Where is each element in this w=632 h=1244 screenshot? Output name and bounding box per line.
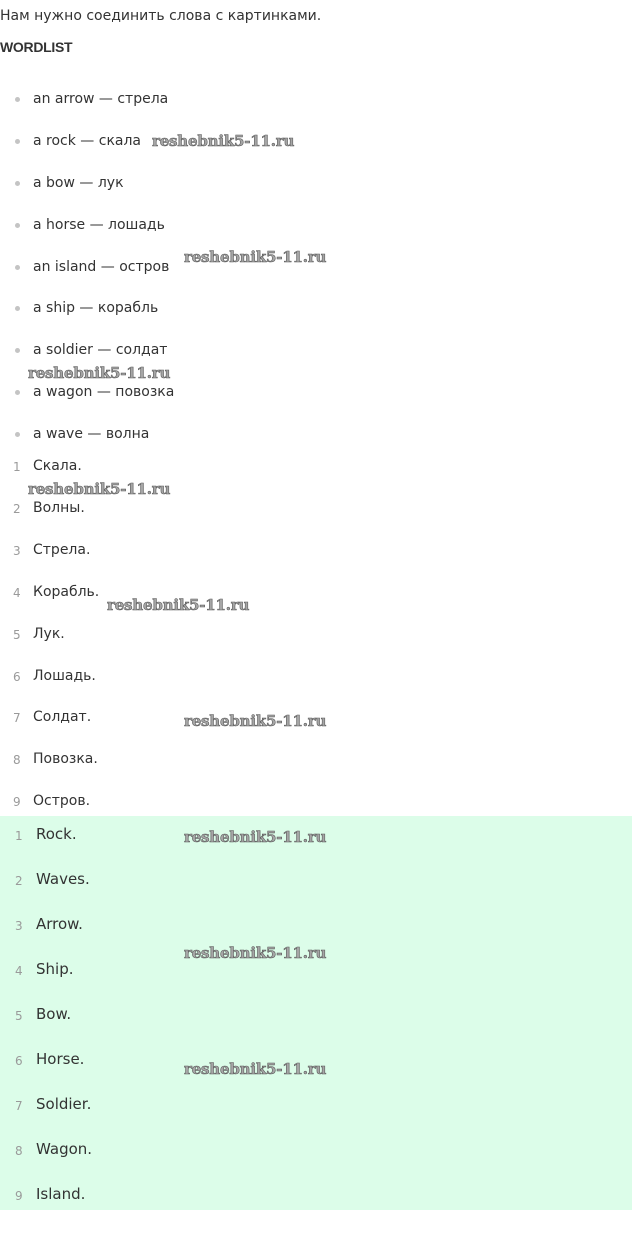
watermark: reshebnik5-11.ru bbox=[184, 828, 327, 846]
watermark: reshebnik5-11.ru bbox=[184, 248, 327, 266]
item-number: 7 bbox=[13, 711, 21, 725]
bullet-icon bbox=[15, 223, 20, 228]
watermark: reshebnik5-11.ru bbox=[107, 596, 250, 614]
wordlist-item-text: a ship — корабль bbox=[33, 300, 159, 316]
item-number: 4 bbox=[13, 586, 21, 600]
item-text: Arrow. bbox=[36, 915, 83, 933]
item-text: Horse. bbox=[36, 1050, 85, 1068]
item-number: 1 bbox=[13, 460, 21, 474]
bullet-icon bbox=[15, 432, 20, 437]
bullet-icon bbox=[15, 306, 20, 311]
wordlist-item-text: a bow — лук bbox=[33, 175, 124, 191]
watermark: reshebnik5-11.ru bbox=[184, 944, 327, 962]
item-number: 8 bbox=[13, 753, 21, 767]
item-text: Корабль. bbox=[33, 584, 100, 600]
item-text: Island. bbox=[36, 1185, 86, 1203]
item-number: 3 bbox=[15, 919, 23, 933]
bullet-icon bbox=[15, 265, 20, 270]
item-number: 7 bbox=[15, 1099, 23, 1113]
wordlist-item-text: an arrow — стрела bbox=[33, 91, 169, 107]
item-text: Скала. bbox=[33, 458, 82, 474]
bullet-icon bbox=[15, 181, 20, 186]
item-text: Ship. bbox=[36, 960, 74, 978]
item-number: 4 bbox=[15, 964, 23, 978]
watermark: reshebnik5-11.ru bbox=[152, 132, 295, 150]
wordlist-item-text: a soldier — солдат bbox=[33, 342, 168, 358]
wordlist-item-text: a horse — лошадь bbox=[33, 217, 165, 233]
item-number: 9 bbox=[13, 795, 21, 809]
wordlist-item-text: an island — остров bbox=[33, 259, 170, 275]
wordlist-heading: WORDLIST bbox=[0, 39, 73, 55]
watermark: reshebnik5-11.ru bbox=[28, 480, 171, 498]
item-number: 5 bbox=[15, 1009, 23, 1023]
watermark: reshebnik5-11.ru bbox=[184, 1060, 327, 1078]
translation-highlight-block bbox=[0, 816, 632, 1210]
item-text: Повозка. bbox=[33, 751, 98, 767]
wordlist-item-text: a wagon — повозка bbox=[33, 384, 175, 400]
watermark: reshebnik5-11.ru bbox=[184, 712, 327, 730]
item-text: Rock. bbox=[36, 825, 77, 843]
watermark: reshebnik5-11.ru bbox=[28, 364, 171, 382]
intro-text: Нам нужно соединить слова с картинками. bbox=[0, 8, 322, 24]
item-text: Волны. bbox=[33, 500, 85, 516]
item-number: 9 bbox=[15, 1189, 23, 1203]
item-number: 3 bbox=[13, 544, 21, 558]
item-number: 5 bbox=[13, 628, 21, 642]
item-number: 2 bbox=[15, 874, 23, 888]
item-text: Стрела. bbox=[33, 542, 91, 558]
item-text: Bow. bbox=[36, 1005, 72, 1023]
bullet-icon bbox=[15, 139, 20, 144]
item-number: 6 bbox=[13, 670, 21, 684]
bullet-icon bbox=[15, 348, 20, 353]
bullet-icon bbox=[15, 97, 20, 102]
item-number: 6 bbox=[15, 1054, 23, 1068]
bullet-icon bbox=[15, 390, 20, 395]
wordlist-item-text: a rock — скала bbox=[33, 133, 142, 149]
item-number: 8 bbox=[15, 1144, 23, 1158]
wordlist-item-text: a wave — волна bbox=[33, 426, 150, 442]
item-text: Лук. bbox=[33, 626, 65, 642]
item-text: Waves. bbox=[36, 870, 90, 888]
item-text: Wagon. bbox=[36, 1140, 93, 1158]
item-text: Soldier. bbox=[36, 1095, 92, 1113]
item-number: 1 bbox=[15, 829, 23, 843]
item-text: Остров. bbox=[33, 793, 91, 809]
item-text: Лошадь. bbox=[33, 668, 96, 684]
item-text: Солдат. bbox=[33, 709, 92, 725]
item-number: 2 bbox=[13, 502, 21, 516]
